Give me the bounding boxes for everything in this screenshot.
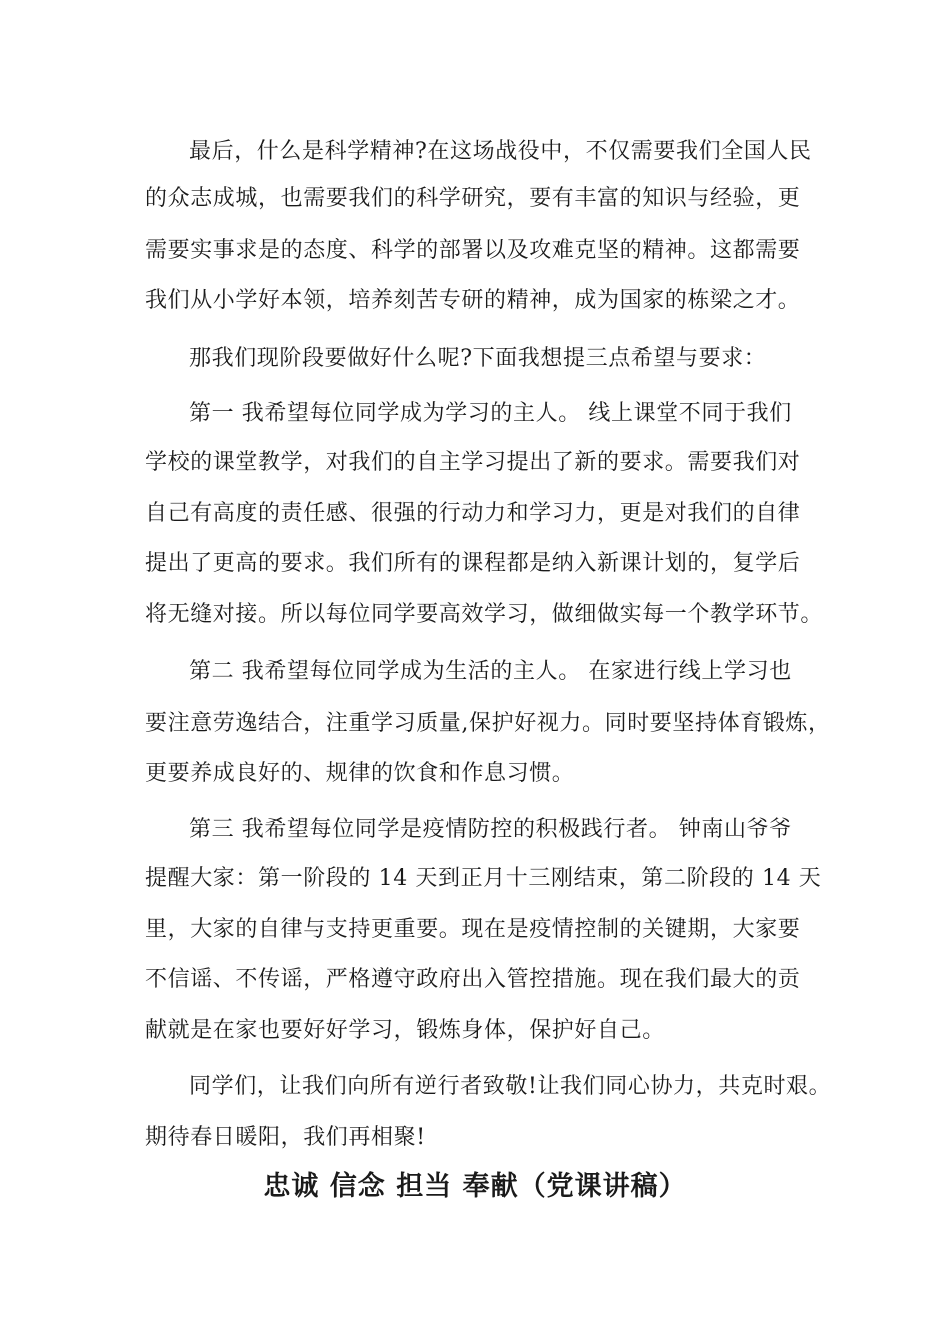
- paragraph-6-line-2: 期待春日暖阳，我们再相聚!: [145, 1125, 426, 1150]
- paragraph-6-line-1: 同学们，让我们向所有逆行者致敬!让我们同心协力，共克时艰。: [189, 1074, 832, 1099]
- paragraph-3-line-5: 将无缝对接。所以每位同学要高效学习，做细做实每一个教学环节。: [145, 602, 824, 627]
- paragraph-3-line-4: 提出了更高的要求。我们所有的课程都是纳入新课计划的，复学后: [145, 551, 801, 576]
- paragraph-4-line-3: 更要养成良好的、规律的饮食和作息习惯。: [145, 761, 575, 786]
- paragraph-5-line-2: 提醒大家：第一阶段的 14 天到正月十三刚结束，第二阶段的 14 天: [145, 866, 822, 891]
- paragraph-1-line-1: 最后，什么是科学精神?在这场战役中，不仅需要我们全国人民: [189, 139, 812, 164]
- paragraph-1-line-4: 我们从小学好本领，培养刻苦专研的精神，成为国家的栋梁之才。: [145, 288, 801, 313]
- paragraph-5-line-4: 不信谣、不传谣，严格遵守政府出入管控措施。现在我们最大的贡: [145, 967, 801, 992]
- paragraph-5-line-3: 里，大家的自律与支持更重要。现在是疫情控制的关键期，大家要: [145, 917, 801, 942]
- paragraph-3-line-1: 第一 我希望每位同学成为学习的主人。 线上课堂不同于我们: [189, 401, 792, 426]
- section-heading: 忠诚 信念 担当 奉献（党课讲稿）: [263, 1171, 687, 1202]
- paragraph-4-line-1: 第二 我希望每位同学成为生活的主人。 在家进行线上学习也: [189, 659, 792, 684]
- paragraph-1-line-3: 需要实事求是的态度、科学的部署以及攻难克坚的精神。这都需要: [145, 238, 801, 263]
- paragraph-3-line-2: 学校的课堂教学，对我们的自主学习提出了新的要求。需要我们对: [145, 450, 801, 475]
- paragraph-3-line-3: 自己有高度的责任感、很强的行动力和学习力，更是对我们的自律: [145, 501, 801, 526]
- paragraph-2-line-1: 那我们现阶段要做好什么呢?下面我想提三点希望与要求：: [189, 346, 767, 371]
- paragraph-5-line-1: 第三 我希望每位同学是疫情防控的积极践行者。 钟南山爷爷: [189, 817, 792, 842]
- paragraph-4-line-2: 要注意劳逸结合，注重学习质量,保护好视力。同时要坚持体育锻炼，: [145, 711, 831, 736]
- paragraph-5-line-5: 献就是在家也要好好学习，锻炼身体，保护好自己。: [145, 1018, 665, 1043]
- paragraph-1-line-2: 的众志成城，也需要我们的科学研究，要有丰富的知识与经验，更: [145, 186, 801, 211]
